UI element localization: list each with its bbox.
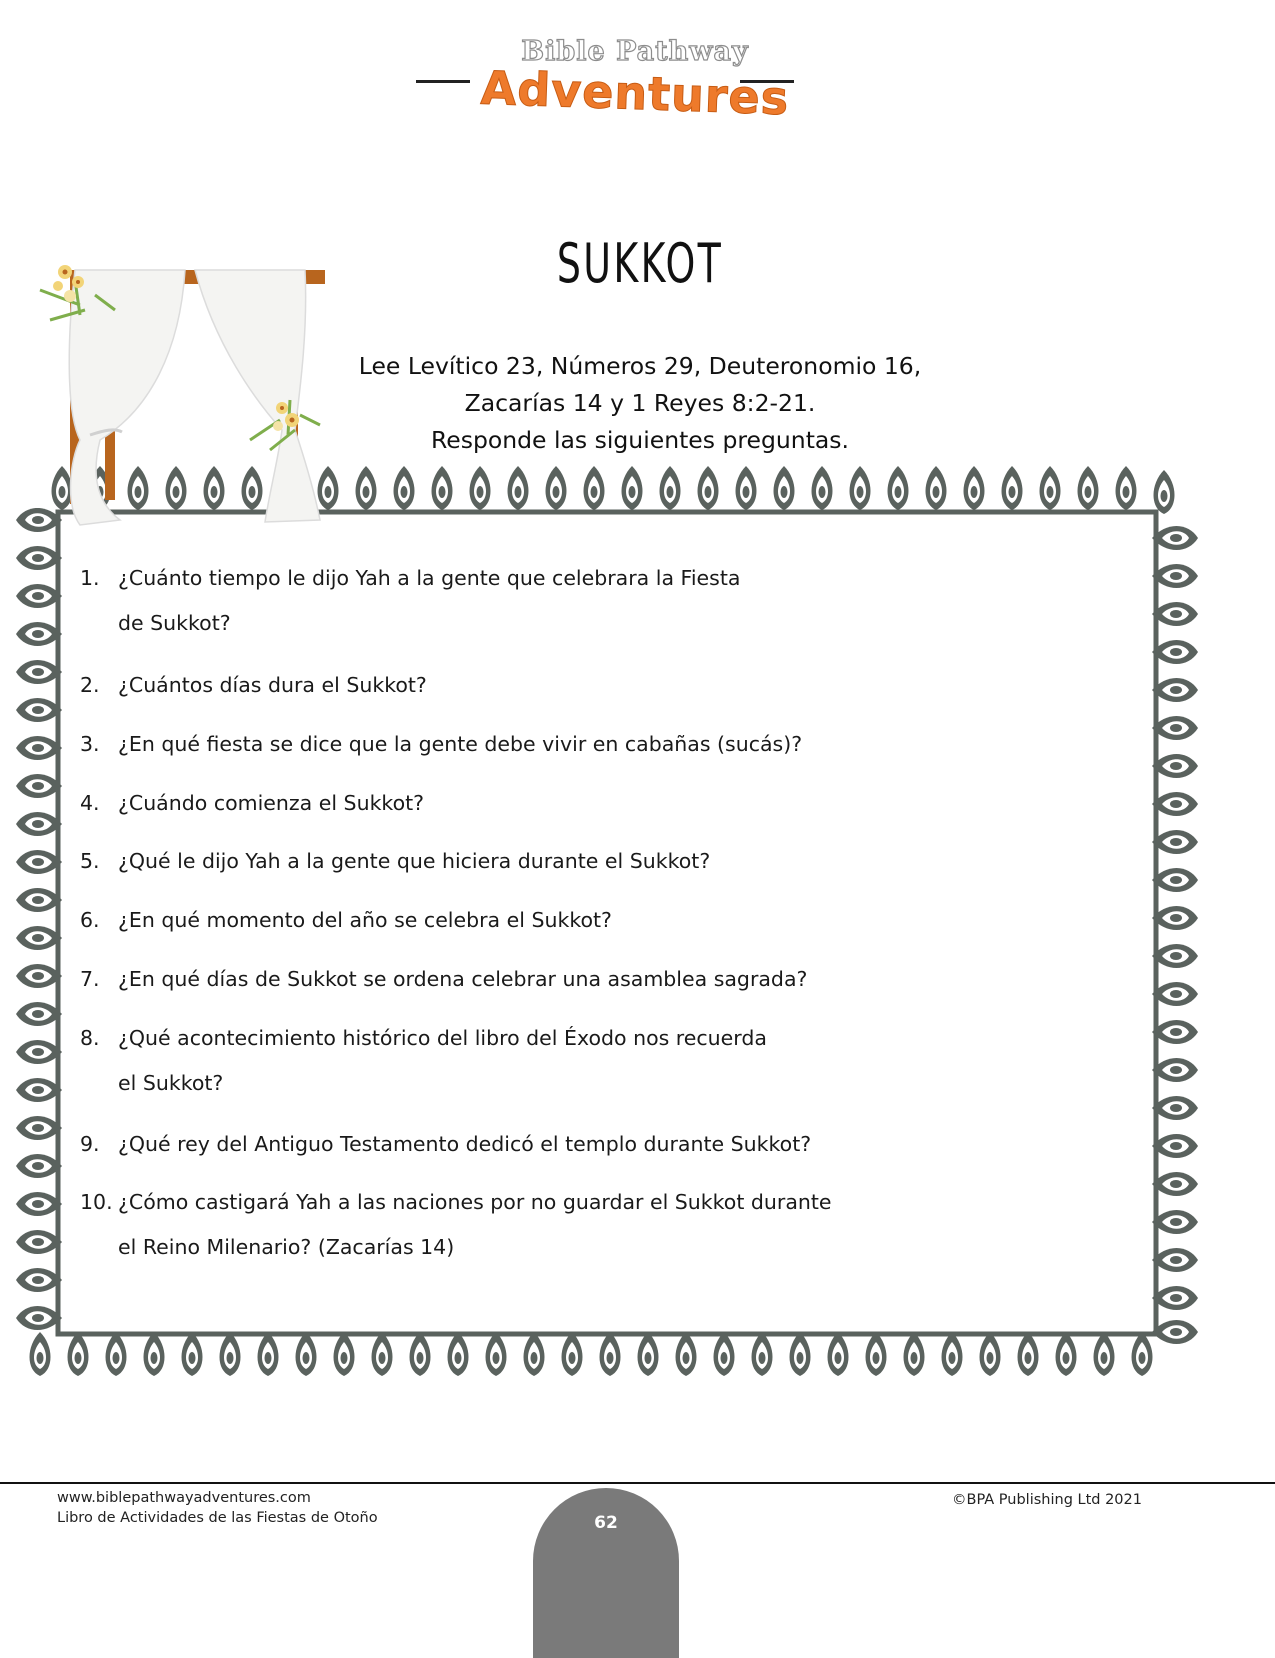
question-text: ¿En qué días de Sukkot se ordena celebrar una asamblea sagrada? [118, 967, 808, 991]
question-text-continued: el Reino Milenario? (Zacarías 14) [118, 1235, 455, 1259]
question-item [80, 908, 612, 932]
question-text: ¿Cuántos días dura el Sukkot? [118, 673, 427, 697]
instructions-line: Responde las siguientes preguntas. [430, 426, 850, 454]
question-number: 1. [80, 566, 100, 590]
question-text: ¿En qué momento del año se celebra el Sukkot? [118, 908, 612, 932]
question-number: 10. [80, 1190, 113, 1214]
question-number: 2. [80, 673, 100, 697]
footer-copyright: ©BPA Publishing Ltd 2021 [952, 1492, 1142, 1508]
question-number: 8. [80, 1026, 100, 1050]
question-item [80, 967, 807, 991]
question-item [80, 673, 427, 697]
footer-book-title: Libro de Actividades de las Fiestas de Otoño [57, 1510, 378, 1526]
question-text: ¿Cómo castigará Yah a las naciones por no guardar el Sukkot durante [118, 1190, 832, 1214]
question-text-continued: de Sukkot? [118, 611, 231, 635]
instructions [320, 348, 960, 459]
question-number: 6. [80, 908, 100, 932]
question-number: 5. [80, 849, 100, 873]
footer-rule [0, 1482, 1275, 1484]
page-number: 62 [594, 1513, 618, 1533]
question-text: ¿Qué le dijo Yah a la gente que hiciera durante el Sukkot? [118, 849, 711, 873]
question-item [80, 1132, 811, 1156]
question-number: 7. [80, 967, 100, 991]
question-text-continued: el Sukkot? [118, 1071, 224, 1095]
question-text: ¿Qué acontecimiento histórico del libro del Éxodo nos recuerda [118, 1026, 767, 1050]
question-text: ¿Qué rey del Antiguo Testamento dedicó el templo durante Sukkot? [118, 1132, 812, 1156]
question-item [80, 566, 740, 635]
question-number: 9. [80, 1132, 100, 1156]
instructions-line: Lee Levítico 23, Números 29, Deuteronomio 16, [358, 352, 922, 380]
question-text: ¿Cuánto tiempo le dijo Yah a la gente que celebrara la Fiesta [118, 566, 741, 590]
question-number: 3. [80, 732, 100, 756]
logo-line2: Adventures [479, 60, 791, 126]
question-item [80, 732, 802, 756]
footer-website[interactable]: www.biblepathwayadventures.com [57, 1490, 311, 1506]
page-number-badge [533, 1488, 679, 1658]
question-number: 4. [80, 791, 100, 815]
question-item [80, 1026, 767, 1095]
page-title: SUKKOT [556, 232, 724, 295]
question-text: ¿Cuándo comienza el Sukkot? [118, 791, 425, 815]
sukkah-canopy-illustration [20, 250, 340, 550]
question-item [80, 849, 710, 873]
instructions-line: Zacarías 14 y 1 Reyes 8:2-21. [464, 389, 816, 417]
brand-logo [430, 30, 840, 126]
question-text: ¿En qué fiesta se dice que la gente debe vivir en cabañas (sucás)? [118, 732, 803, 756]
question-item [80, 791, 424, 815]
question-item [80, 1190, 832, 1259]
logo-line1: Bible Pathway [521, 36, 749, 67]
